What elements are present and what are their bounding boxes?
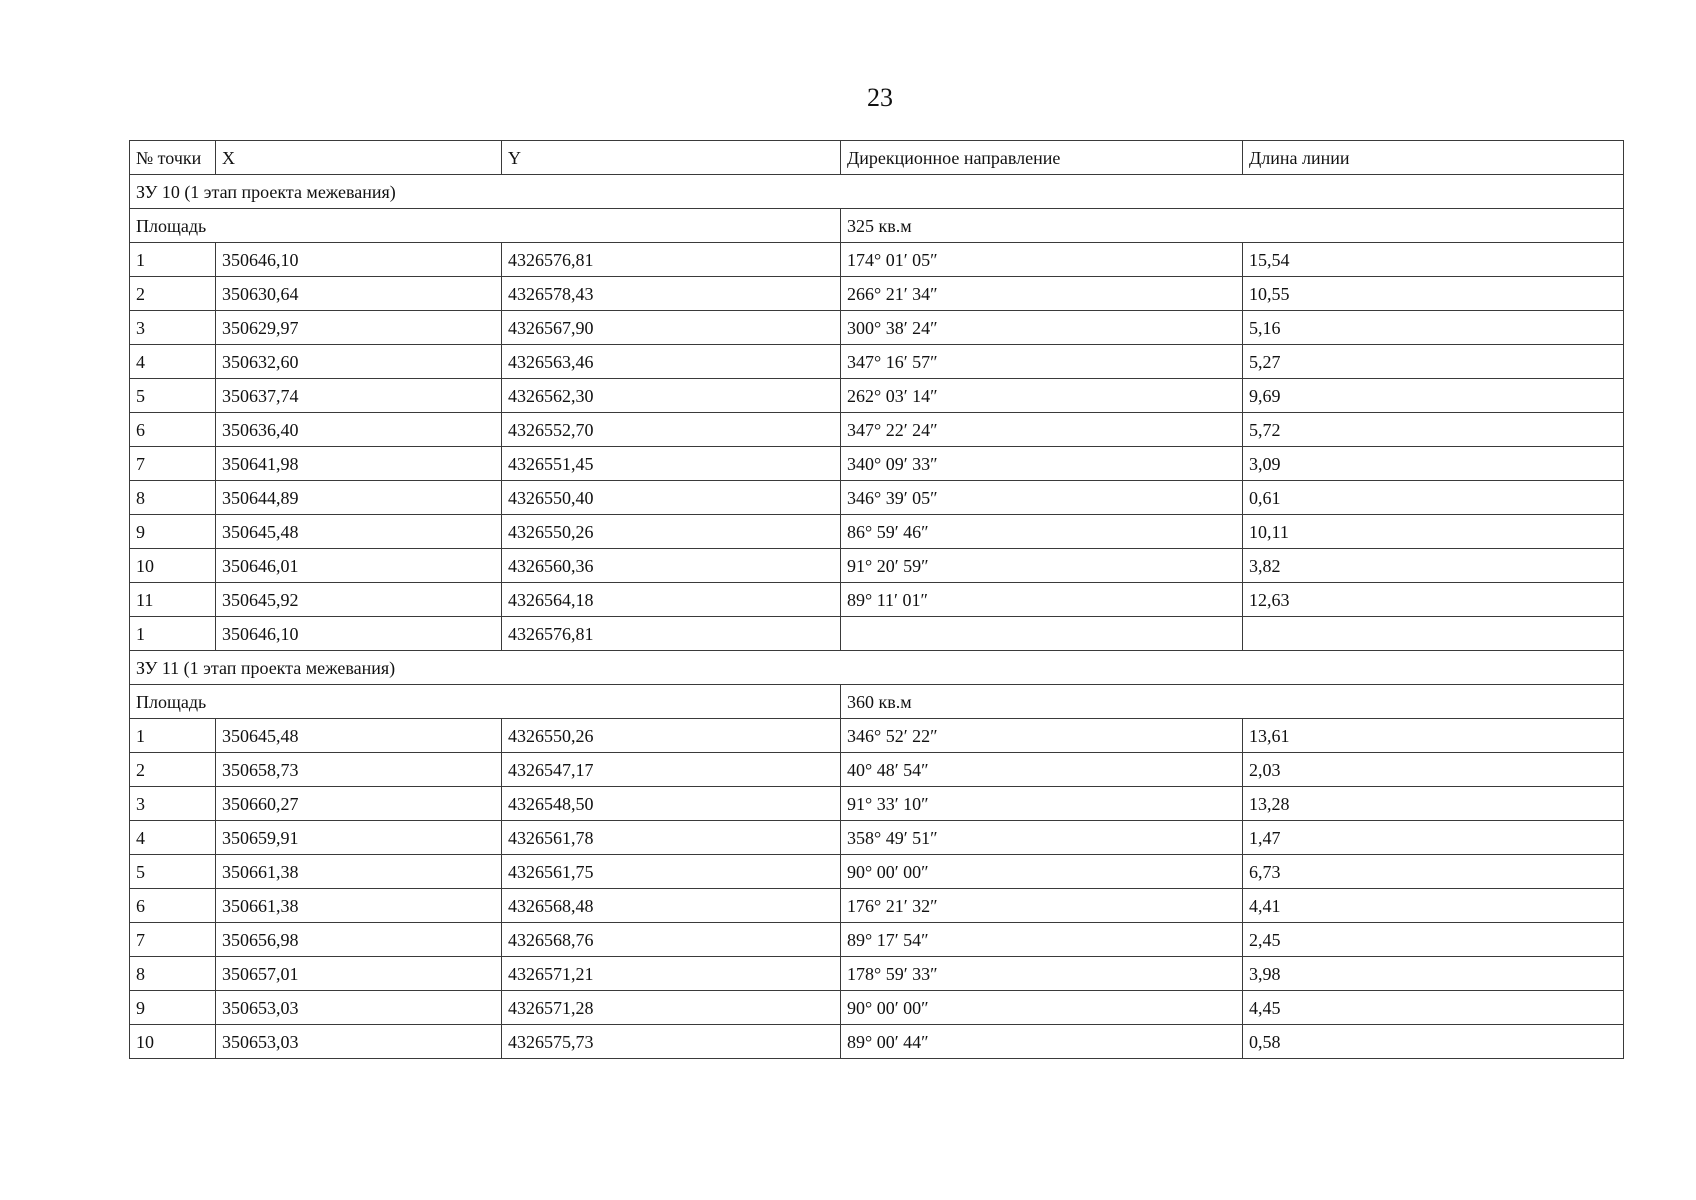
direction-angle: 89° 11′ 01″ (841, 583, 1243, 617)
direction-angle: 358° 49′ 51″ (841, 821, 1243, 855)
y-coordinate: 4326561,75 (502, 855, 841, 889)
line-length: 10,55 (1243, 277, 1624, 311)
direction-angle: 262° 03′ 14″ (841, 379, 1243, 413)
direction-angle: 89° 17′ 54″ (841, 923, 1243, 957)
direction-angle: 340° 09′ 33″ (841, 447, 1243, 481)
direction-angle: 91° 20′ 59″ (841, 549, 1243, 583)
point-number: 4 (130, 345, 216, 379)
line-length: 15,54 (1243, 243, 1624, 277)
y-coordinate: 4326562,30 (502, 379, 841, 413)
point-number: 11 (130, 583, 216, 617)
line-length: 5,16 (1243, 311, 1624, 345)
x-coordinate: 350645,48 (216, 515, 502, 549)
area-value: 325 кв.м (841, 209, 1624, 243)
point-number: 10 (130, 549, 216, 583)
y-coordinate: 4326550,40 (502, 481, 841, 515)
line-length: 5,72 (1243, 413, 1624, 447)
page-number: 23 (867, 83, 893, 112)
point-number: 5 (130, 379, 216, 413)
line-length: 1,47 (1243, 821, 1624, 855)
direction-angle: 266° 21′ 34″ (841, 277, 1243, 311)
y-coordinate: 4326563,46 (502, 345, 841, 379)
y-coordinate: 4326567,90 (502, 311, 841, 345)
area-row (130, 685, 1624, 719)
table-row (130, 311, 1624, 345)
y-coordinate: 4326551,45 (502, 447, 841, 481)
direction-angle: 176° 21′ 32″ (841, 889, 1243, 923)
direction-angle: 89° 00′ 44″ (841, 1025, 1243, 1059)
table-row (130, 379, 1624, 413)
table-row (130, 889, 1624, 923)
line-length: 2,45 (1243, 923, 1624, 957)
header-point: № точки (130, 141, 216, 175)
direction-angle: 86° 59′ 46″ (841, 515, 1243, 549)
table-row (130, 821, 1624, 855)
x-coordinate: 350653,03 (216, 1025, 502, 1059)
y-coordinate: 4326547,17 (502, 753, 841, 787)
y-coordinate: 4326550,26 (502, 719, 841, 753)
table-row (130, 957, 1624, 991)
area-value: 360 кв.м (841, 685, 1624, 719)
table-row (130, 447, 1624, 481)
table-row (130, 719, 1624, 753)
line-length: 12,63 (1243, 583, 1624, 617)
y-coordinate: 4326564,18 (502, 583, 841, 617)
line-length: 9,69 (1243, 379, 1624, 413)
section-title-row (130, 651, 1624, 685)
y-coordinate: 4326575,73 (502, 1025, 841, 1059)
point-number: 6 (130, 413, 216, 447)
coordinates-table-body (130, 141, 1624, 1059)
direction-angle: 90° 00′ 00″ (841, 855, 1243, 889)
x-coordinate: 350636,40 (216, 413, 502, 447)
header-length: Длина линии (1243, 141, 1624, 175)
header-direction: Дирекционное направление (841, 141, 1243, 175)
y-coordinate: 4326578,43 (502, 277, 841, 311)
point-number: 1 (130, 617, 216, 651)
table-row (130, 277, 1624, 311)
direction-angle: 347° 16′ 57″ (841, 345, 1243, 379)
line-length: 4,45 (1243, 991, 1624, 1025)
point-number: 1 (130, 719, 216, 753)
point-number: 2 (130, 277, 216, 311)
x-coordinate: 350661,38 (216, 889, 502, 923)
table-row (130, 855, 1624, 889)
direction-angle: 90° 00′ 00″ (841, 991, 1243, 1025)
line-length: 3,09 (1243, 447, 1624, 481)
x-coordinate: 350646,01 (216, 549, 502, 583)
table-row (130, 549, 1624, 583)
line-length: 6,73 (1243, 855, 1624, 889)
line-length: 13,61 (1243, 719, 1624, 753)
line-length: 5,27 (1243, 345, 1624, 379)
point-number: 1 (130, 243, 216, 277)
line-length: 4,41 (1243, 889, 1624, 923)
y-coordinate: 4326560,36 (502, 549, 841, 583)
coordinates-table (129, 140, 1624, 1059)
point-number: 3 (130, 787, 216, 821)
table-row (130, 991, 1624, 1025)
point-number: 8 (130, 481, 216, 515)
line-length: 3,98 (1243, 957, 1624, 991)
table-row (130, 413, 1624, 447)
table-row (130, 787, 1624, 821)
x-coordinate: 350641,98 (216, 447, 502, 481)
line-length (1243, 617, 1624, 651)
point-number: 5 (130, 855, 216, 889)
y-coordinate: 4326552,70 (502, 413, 841, 447)
x-coordinate: 350646,10 (216, 617, 502, 651)
point-number: 10 (130, 1025, 216, 1059)
y-coordinate: 4326568,48 (502, 889, 841, 923)
table-row (130, 923, 1624, 957)
direction-angle: 347° 22′ 24″ (841, 413, 1243, 447)
section-title: ЗУ 11 (1 этап проекта межевания) (130, 651, 1624, 685)
point-number: 9 (130, 515, 216, 549)
table-row (130, 1025, 1624, 1059)
section-title: ЗУ 10 (1 этап проекта межевания) (130, 175, 1624, 209)
x-coordinate: 350646,10 (216, 243, 502, 277)
direction-angle: 300° 38′ 24″ (841, 311, 1243, 345)
x-coordinate: 350656,98 (216, 923, 502, 957)
y-coordinate: 4326550,26 (502, 515, 841, 549)
section-title-row (130, 175, 1624, 209)
table-row (130, 243, 1624, 277)
y-coordinate: 4326561,78 (502, 821, 841, 855)
x-coordinate: 350644,89 (216, 481, 502, 515)
x-coordinate: 350632,60 (216, 345, 502, 379)
point-number: 9 (130, 991, 216, 1025)
x-coordinate: 350630,64 (216, 277, 502, 311)
x-coordinate: 350645,48 (216, 719, 502, 753)
point-number: 7 (130, 447, 216, 481)
direction-angle: 346° 52′ 22″ (841, 719, 1243, 753)
point-number: 3 (130, 311, 216, 345)
direction-angle (841, 617, 1243, 651)
point-number: 4 (130, 821, 216, 855)
x-coordinate: 350637,74 (216, 379, 502, 413)
table-row (130, 583, 1624, 617)
x-coordinate: 350653,03 (216, 991, 502, 1025)
direction-angle: 40° 48′ 54″ (841, 753, 1243, 787)
header-row (130, 141, 1624, 175)
point-number: 8 (130, 957, 216, 991)
x-coordinate: 350657,01 (216, 957, 502, 991)
line-length: 2,03 (1243, 753, 1624, 787)
y-coordinate: 4326571,21 (502, 957, 841, 991)
x-coordinate: 350629,97 (216, 311, 502, 345)
header-x: X (216, 141, 502, 175)
area-label: Площадь (130, 685, 841, 719)
area-row (130, 209, 1624, 243)
line-length: 3,82 (1243, 549, 1624, 583)
direction-angle: 178° 59′ 33″ (841, 957, 1243, 991)
header-y: Y (502, 141, 841, 175)
y-coordinate: 4326548,50 (502, 787, 841, 821)
point-number: 7 (130, 923, 216, 957)
table-row (130, 617, 1624, 651)
y-coordinate: 4326576,81 (502, 617, 841, 651)
x-coordinate: 350661,38 (216, 855, 502, 889)
table-row (130, 481, 1624, 515)
y-coordinate: 4326576,81 (502, 243, 841, 277)
area-label: Площадь (130, 209, 841, 243)
point-number: 2 (130, 753, 216, 787)
table-row (130, 345, 1624, 379)
y-coordinate: 4326571,28 (502, 991, 841, 1025)
table-row (130, 515, 1624, 549)
line-length: 0,58 (1243, 1025, 1624, 1059)
table-row (130, 753, 1624, 787)
line-length: 13,28 (1243, 787, 1624, 821)
y-coordinate: 4326568,76 (502, 923, 841, 957)
x-coordinate: 350659,91 (216, 821, 502, 855)
direction-angle: 174° 01′ 05″ (841, 243, 1243, 277)
line-length: 0,61 (1243, 481, 1624, 515)
point-number: 6 (130, 889, 216, 923)
x-coordinate: 350658,73 (216, 753, 502, 787)
line-length: 10,11 (1243, 515, 1624, 549)
direction-angle: 346° 39′ 05″ (841, 481, 1243, 515)
x-coordinate: 350645,92 (216, 583, 502, 617)
x-coordinate: 350660,27 (216, 787, 502, 821)
direction-angle: 91° 33′ 10″ (841, 787, 1243, 821)
